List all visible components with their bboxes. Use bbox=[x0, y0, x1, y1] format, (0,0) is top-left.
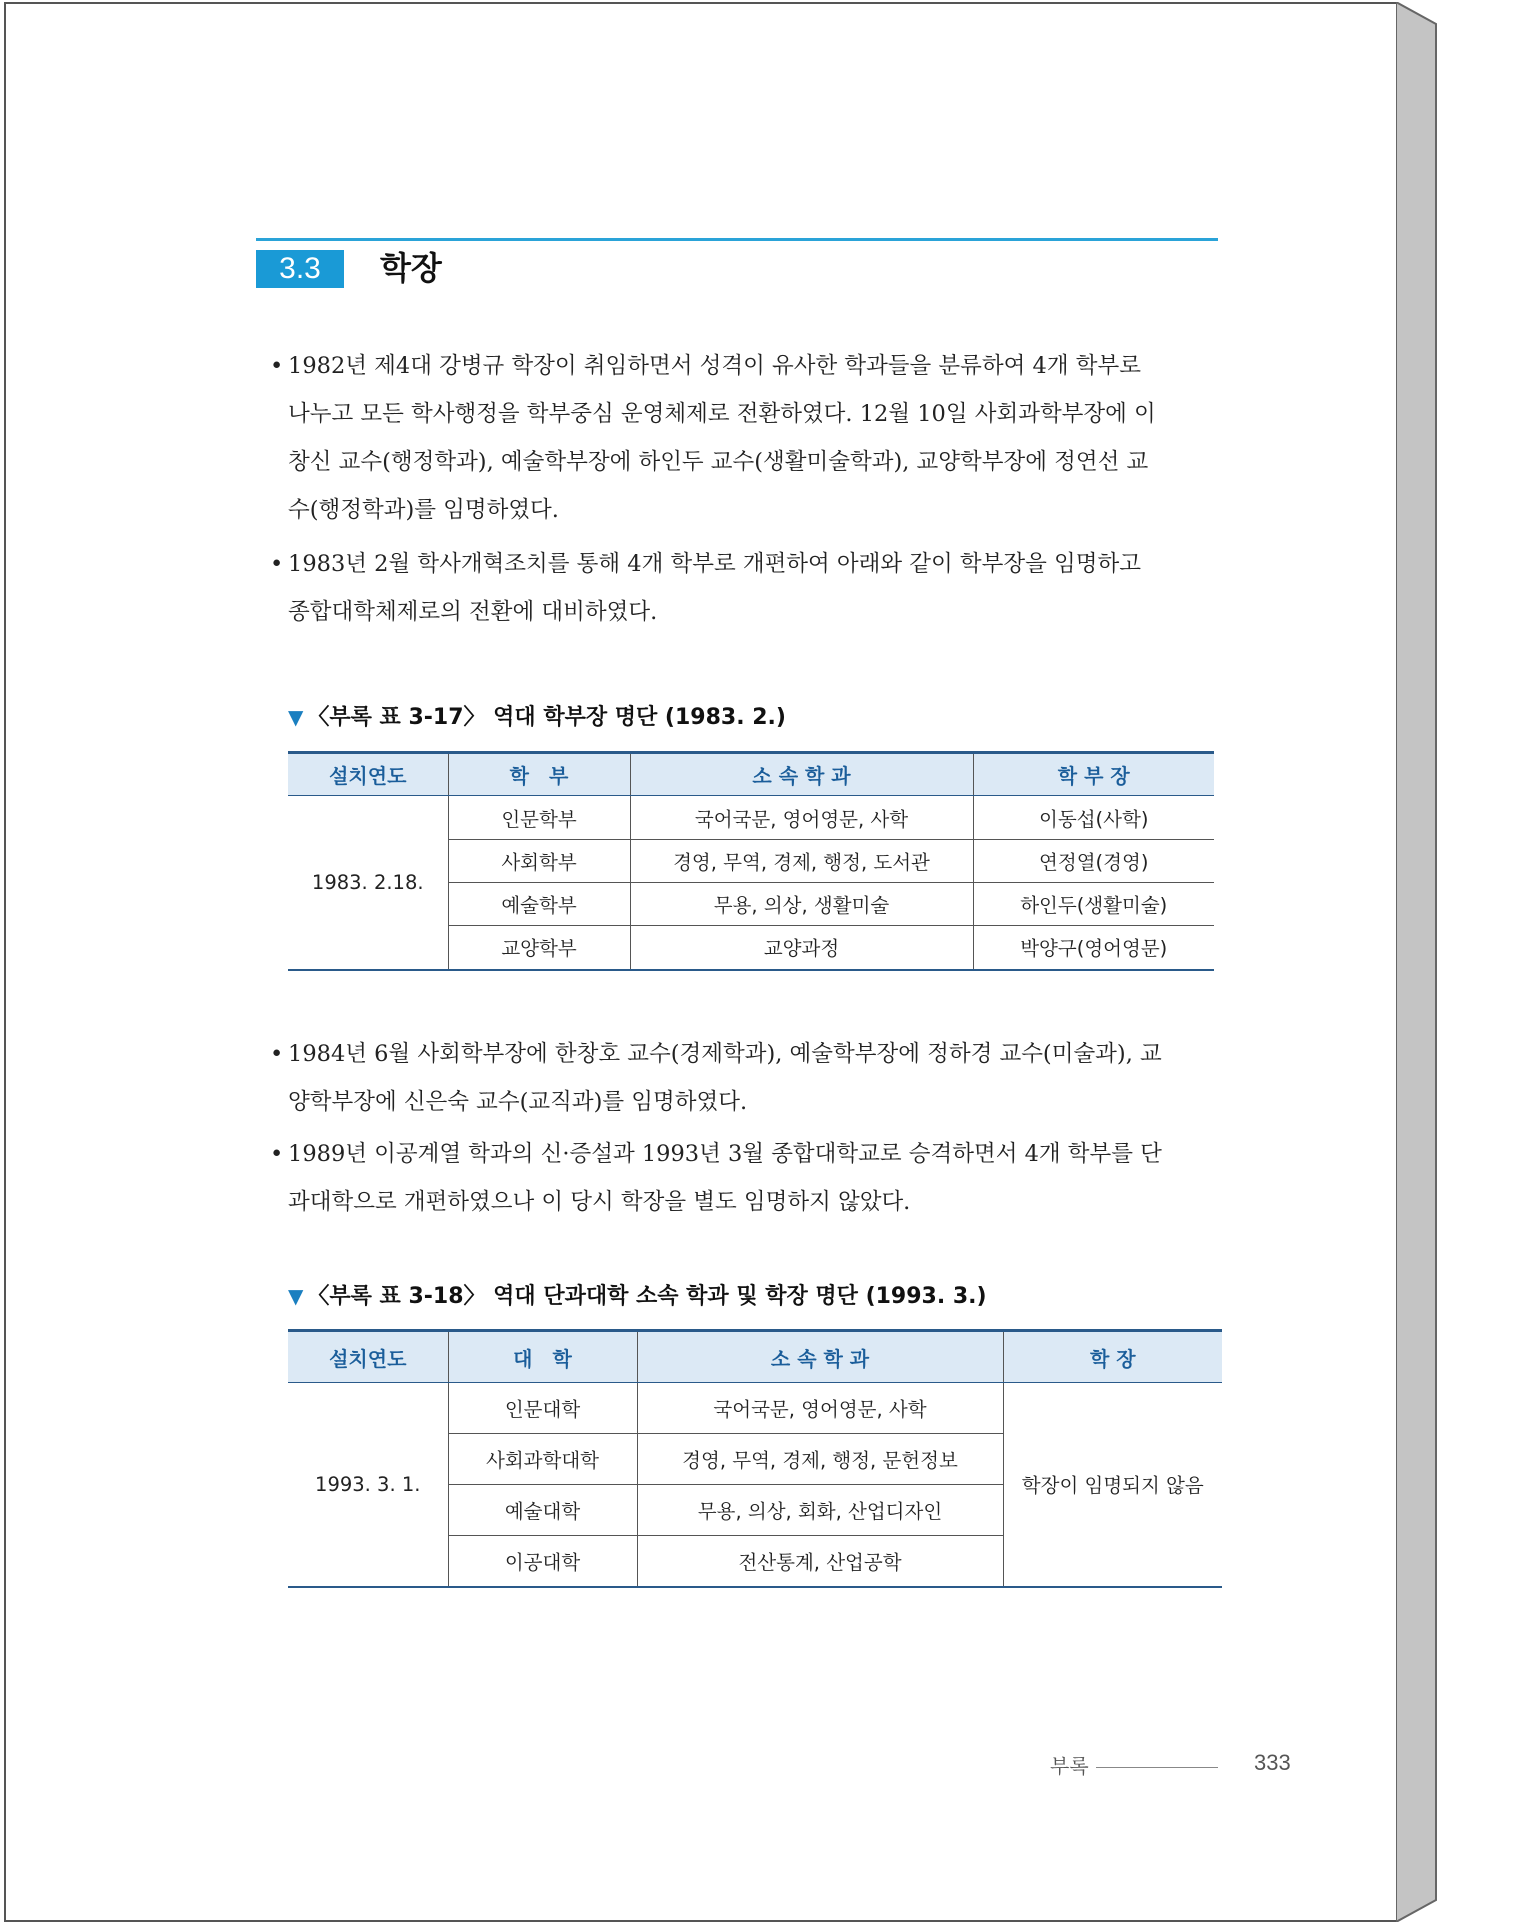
paragraph-4 bbox=[270, 1130, 1218, 1226]
paragraph-1 bbox=[270, 342, 1218, 534]
table-cell: 국어국문, 영어영문, 사학 bbox=[637, 1383, 1003, 1434]
table-cell: 인문학부 bbox=[448, 796, 630, 840]
table-cell: 이공대학 bbox=[448, 1536, 637, 1587]
footer-label: 부록 bbox=[1050, 1754, 1089, 1778]
table-header-division: 학 부 bbox=[448, 753, 630, 796]
table-caption-1 bbox=[288, 702, 786, 733]
section-title: 학장 bbox=[380, 249, 442, 287]
table-header-year: 설치연도 bbox=[288, 753, 448, 796]
table-cell: 사회과학대학 bbox=[448, 1434, 637, 1485]
table-row bbox=[288, 796, 1214, 840]
paragraph-3 bbox=[270, 1030, 1218, 1126]
table-cell: 전산통계, 산업공학 bbox=[637, 1536, 1003, 1587]
footer-rule bbox=[1096, 1767, 1218, 1768]
page-edge-shadow bbox=[1396, 2, 1444, 1922]
triangle-down-icon: ▼ bbox=[288, 1284, 304, 1308]
paragraph-line: 수(행정학과)를 임명하였다. bbox=[288, 497, 559, 523]
table-cell: 국어국문, 영어영문, 사학 bbox=[630, 796, 973, 840]
section-number: 3.3 bbox=[256, 250, 344, 288]
paragraph-line: 양학부장에 신은숙 교수(교직과)를 임명하였다. bbox=[288, 1089, 748, 1115]
bullet: • bbox=[270, 1141, 284, 1167]
table-header-departments: 소 속 학 과 bbox=[637, 1331, 1003, 1383]
table-header-head: 학 부 장 bbox=[973, 753, 1214, 796]
table-cell-year: 1983. 2.18. bbox=[288, 796, 448, 970]
paragraph-line: 1983년 2월 학사개혁조치를 통해 4개 학부로 개편하여 아래와 같이 학부장을 임명하고 bbox=[288, 551, 1141, 577]
triangle-down-icon: ▼ bbox=[288, 705, 304, 729]
paragraph-line: 과대학으로 개편하였으나 이 당시 학장을 별도 임명하지 않았다. bbox=[288, 1189, 911, 1215]
dean-table-1993 bbox=[288, 1329, 1222, 1588]
paragraph-line: 나누고 모든 학사행정을 학부중심 운영체제로 전환하였다. 12월 10일 사회과학부장에 이 bbox=[288, 401, 1156, 427]
dean-table-1983 bbox=[288, 751, 1214, 971]
table-cell-year: 1993. 3. 1. bbox=[288, 1383, 448, 1587]
table-cell: 예술대학 bbox=[448, 1485, 637, 1536]
table-cell: 이동섭(사학) bbox=[973, 796, 1214, 840]
table-cell: 무용, 의상, 회화, 산업디자인 bbox=[637, 1485, 1003, 1536]
page-number: 333 bbox=[1254, 1750, 1291, 1775]
table-caption-text: 〈부록 표 3-17〉 역대 학부장 명단 (1983. 2.) bbox=[307, 705, 786, 730]
table-cell: 교양학부 bbox=[448, 926, 630, 970]
bullet: • bbox=[270, 353, 284, 379]
table-header-dean: 학 장 bbox=[1003, 1331, 1222, 1383]
paragraph-line: 종합대학체제로의 전환에 대비하였다. bbox=[288, 599, 658, 625]
table-cell: 사회학부 bbox=[448, 840, 630, 883]
table-cell: 예술학부 bbox=[448, 883, 630, 926]
bullet: • bbox=[270, 1041, 284, 1067]
table-cell: 경영, 무역, 경제, 행정, 도서관 bbox=[630, 840, 973, 883]
paragraph-line: 1982년 제4대 강병규 학장이 취임하면서 성격이 유사한 학과들을 분류하여 4개 학부로 bbox=[288, 353, 1141, 379]
bullet: • bbox=[270, 551, 284, 577]
paragraph-line: 1989년 이공계열 학과의 신·증설과 1993년 3월 종합대학교로 승격하면서 4개 학부를 단 bbox=[288, 1141, 1162, 1167]
table-row bbox=[288, 1383, 1222, 1434]
table-cell: 인문대학 bbox=[448, 1383, 637, 1434]
table-header-departments: 소 속 학 과 bbox=[630, 753, 973, 796]
table-header-year: 설치연도 bbox=[288, 1331, 448, 1383]
paragraph-line: 1984년 6월 사회학부장에 한창호 교수(경제학과), 예술학부장에 정하경 교수(미술과), 교 bbox=[288, 1041, 1162, 1067]
section-header-rule bbox=[256, 238, 1218, 241]
table-caption-2 bbox=[288, 1281, 987, 1312]
table-cell: 교양과정 bbox=[630, 926, 973, 970]
table-cell: 박양구(영어영문) bbox=[973, 926, 1214, 970]
table-caption-text: 〈부록 표 3-18〉 역대 단과대학 소속 학과 및 학장 명단 (1993. 3.) bbox=[307, 1284, 987, 1309]
paragraph-2 bbox=[270, 540, 1218, 636]
table-cell-dean: 학장이 임명되지 않음 bbox=[1003, 1383, 1222, 1587]
table-cell: 하인두(생활미술) bbox=[973, 883, 1214, 926]
table-cell: 연정열(경영) bbox=[973, 840, 1214, 883]
table-cell: 경영, 무역, 경제, 행정, 문헌정보 bbox=[637, 1434, 1003, 1485]
table-cell: 무용, 의상, 생활미술 bbox=[630, 883, 973, 926]
paragraph-line: 창신 교수(행정학과), 예술학부장에 하인두 교수(생활미술학과), 교양학부장에 정연선 교 bbox=[288, 449, 1149, 475]
table-header-college: 대 학 bbox=[448, 1331, 637, 1383]
